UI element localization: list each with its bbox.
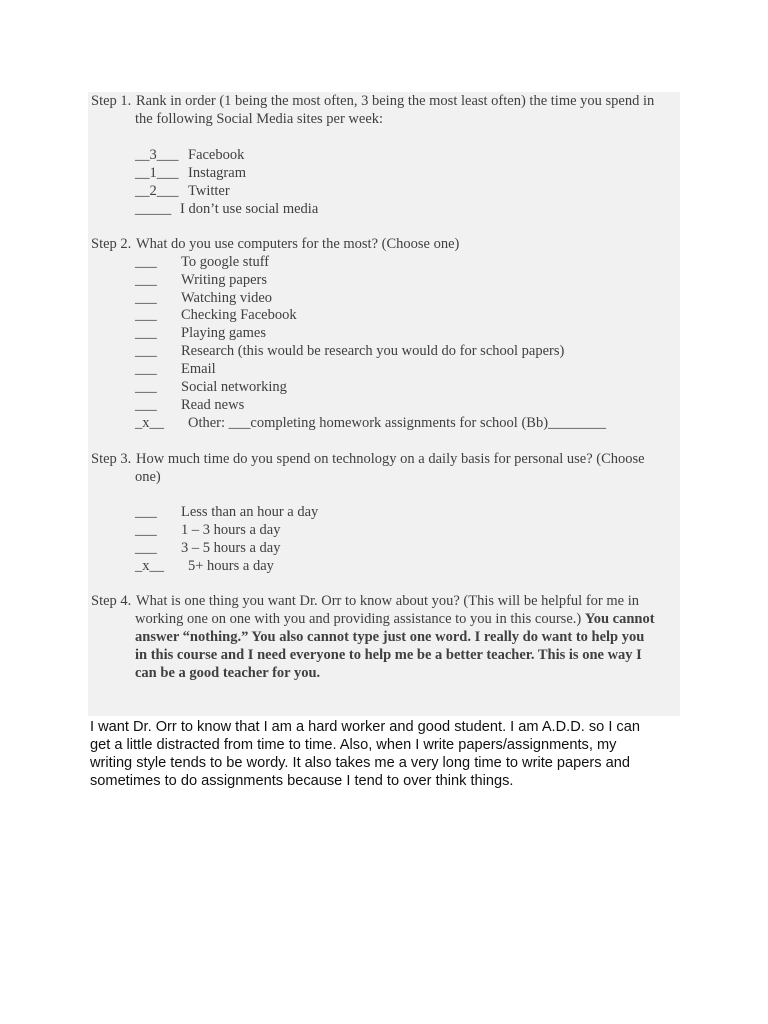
- step-4-question-line-5: can be a good teacher for you.: [135, 665, 321, 681]
- step-4-question-line-4: in this course and I need everyone to help me be a better teacher. This is one way I: [135, 647, 642, 663]
- step-1-question-line-2: the following Social Media sites per week:: [135, 111, 384, 127]
- step-1-question-line-1: Rank in order (1 being the most often, 3 being the most least often) the time you spend in: [136, 93, 655, 109]
- choice-label: Writing papers: [181, 272, 267, 288]
- rank-label-twitter: Twitter: [188, 183, 230, 199]
- step-2-question: What do you use computers for the most? (Choose one): [136, 236, 460, 252]
- choice-label: Email: [181, 361, 216, 377]
- choice-label: Watching video: [181, 290, 273, 306]
- time-blank[interactable]: ___: [135, 540, 157, 556]
- rank-blank-twitter[interactable]: __2___: [135, 183, 179, 199]
- choice-blank-other-selected[interactable]: _x__: [135, 415, 164, 431]
- step-1-label: Step 1.: [91, 93, 132, 109]
- step-4-question-line-3: answer “nothing.” You also cannot type just one word. I really do want to help you: [135, 629, 645, 645]
- rank-blank-instagram[interactable]: __1___: [135, 165, 179, 181]
- answer-line-2: get a little distracted from time to time. Also, when I write papers/assignments, my: [90, 737, 617, 753]
- choice-blank[interactable]: ___: [135, 307, 157, 323]
- time-blank-selected[interactable]: _x__: [135, 558, 164, 574]
- answer-line-4: sometimes to do assignments because I tend to over think things.: [90, 773, 514, 789]
- time-label: 1 – 3 hours a day: [181, 522, 281, 538]
- step-3-question-line-2: one): [135, 469, 161, 485]
- step-3-label: Step 3.: [91, 451, 132, 467]
- rank-label-instagram: Instagram: [188, 165, 246, 181]
- choice-blank[interactable]: ___: [135, 272, 157, 288]
- answer-paragraph[interactable]: [90, 718, 680, 790]
- time-label: Less than an hour a day: [181, 504, 319, 520]
- time-blank[interactable]: ___: [135, 522, 157, 538]
- choice-label-other: Other: ___completing homework assignments for school (Bb)________: [188, 415, 607, 431]
- time-label: 3 – 5 hours a day: [181, 540, 281, 556]
- choice-blank[interactable]: ___: [135, 361, 157, 377]
- choice-label: Checking Facebook: [181, 307, 297, 323]
- choice-blank[interactable]: ___: [135, 254, 157, 270]
- choice-blank[interactable]: ___: [135, 290, 157, 306]
- choice-blank[interactable]: ___: [135, 325, 157, 341]
- step-4-question-line-1: What is one thing you want Dr. Orr to know about you? (This will be helpful for me in: [136, 593, 639, 609]
- answer-line-1: I want Dr. Orr to know that I am a hard worker and good student. I am A.D.D. so I can: [90, 719, 640, 735]
- time-label-5-plus: 5+ hours a day: [188, 558, 274, 574]
- step-3-question-line-1: How much time do you spend on technology on a daily basis for personal use? (Choose: [136, 451, 645, 467]
- step-2-label: Step 2.: [91, 236, 132, 252]
- step-4-question-line-2: [135, 611, 655, 629]
- choice-blank[interactable]: ___: [135, 343, 157, 359]
- choice-blank[interactable]: ___: [135, 379, 157, 395]
- rank-blank-facebook[interactable]: __3___: [135, 147, 179, 163]
- time-blank[interactable]: ___: [135, 504, 157, 520]
- choice-label: Playing games: [181, 325, 266, 341]
- rank-label-no-social: I don’t use social media: [180, 201, 319, 217]
- rank-label-facebook: Facebook: [188, 147, 245, 163]
- rank-blank-no-social[interactable]: _____: [135, 201, 172, 217]
- choice-label: Read news: [181, 397, 245, 413]
- choice-blank[interactable]: ___: [135, 397, 157, 413]
- step-4-label: Step 4.: [91, 593, 132, 609]
- step-4-line-2-normal: working one on one with you and providing assistance to you in this course.): [135, 611, 582, 627]
- choice-label: Research (this would be research you would do for school papers): [181, 343, 565, 359]
- choice-label: To google stuff: [181, 254, 270, 270]
- answer-line-3: writing style tends to be wordy. It also takes me a very long time to write papers and: [90, 755, 630, 771]
- step-4-line-2-bold: You cannot: [584, 611, 655, 627]
- choice-label: Social networking: [181, 379, 287, 395]
